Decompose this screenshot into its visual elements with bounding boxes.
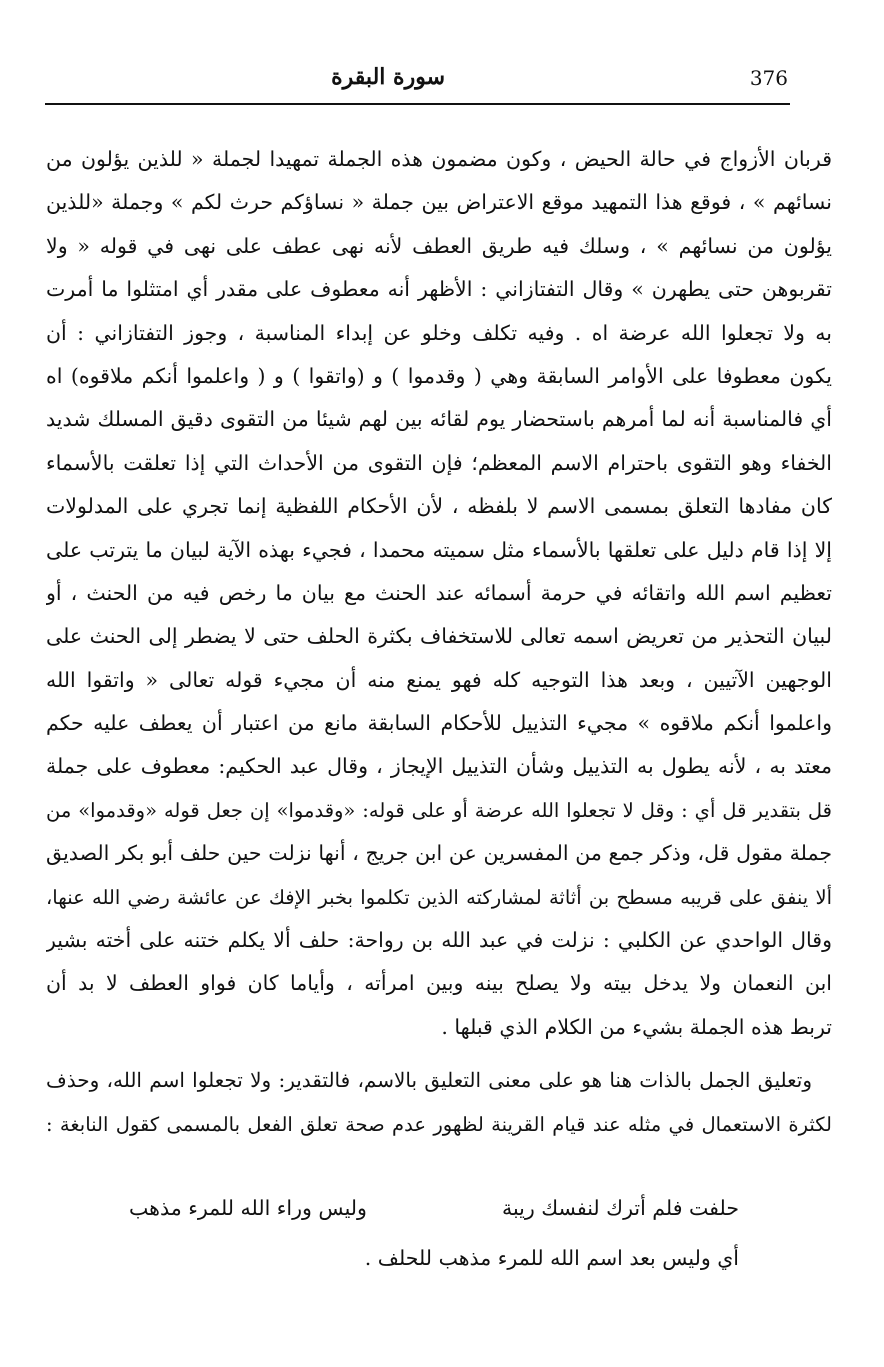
- page-number: 376: [749, 66, 788, 90]
- text-line: الوجهين الآتيين ، وبعد هذا التوجيه كله فهو يمنع منه أن مجيء قوله تعالى « واتقوا الله: [46, 667, 832, 692]
- paragraph-grammar-note: [46, 1059, 832, 1146]
- text-line: تقربوهن حتى يطهرن » وقال التفتازاني : الأظهر أنه معطوف على مقدر أي امتثلوا ما أمرت: [46, 277, 832, 302]
- text-line: تربط هذه الجملة بشيء من الكلام الذي قبلها .: [441, 1014, 832, 1039]
- poetry-verse: [129, 1188, 739, 1228]
- text-line: معتد به ، لأنه يطول به التذييل وشأن التذييل الإيجاز ، وقال عبد الحكيم: معطوف على جملة: [46, 754, 832, 779]
- running-title: سورة البقرة: [331, 64, 445, 90]
- verse-first-hemistich: حلفت فلم أترك لنفسك ريبة: [501, 1196, 739, 1220]
- text-line: تعظيم اسم الله واتقائه في حرمة أسمائه عند الحنث مع بيان ما رخص فيه من الحنث ، أو: [46, 580, 832, 605]
- text-line: لبيان التحذير من تعريض اسمه تعالى للاستخفاف بكثرة الحلف حتى لا يضطر إلى الحنث على: [46, 624, 832, 649]
- text-line: وتعليق الجمل بالذات هنا هو على معنى التعليق بالاسم، فالتقدير: ولا تجعلوا اسم الله، وحذف: [46, 1068, 812, 1093]
- page-header: [45, 60, 790, 100]
- text-line: قل بتقدير قل أي : وقل لا تجعلوا الله عرضة أو على قوله: «وقدموا» إن جعل قوله «وقدموا» من: [46, 798, 832, 822]
- text-line: إلا إذا قام دليل على تعلقها بالأسماء مثل سميته محمدا ، فجيء بهذه الآية لبيان ما يترتب على: [46, 537, 832, 562]
- header-divider: [45, 103, 790, 105]
- text-line: يكون معطوفا على الأوامر السابقة وهي ( وقدموا ) و (واتقوا ) و ( واعلموا أنكم ملاقوه) اه: [46, 363, 832, 388]
- verse-second-hemistich: وليس وراء الله للمرء مذهب: [129, 1196, 367, 1220]
- text-line: واعلموا أنكم ملاقوه » مجيء التذييل للأحكام السابقة مانع من اعتبار أن يعطف عليه حكم: [46, 711, 832, 736]
- closing-line: أي وليس بعد اسم الله للمرء مذهب للحلف .: [364, 1246, 739, 1270]
- text-line: جملة مقول قل، وذكر جمع من المفسرين عن ابن جريج ، أنها نزلت حين حلف أبو بكر الصديق: [46, 841, 832, 866]
- text-line: لكثرة الاستعمال في مثله عند قيام القرينة لظهور عدم صحة تعلق الفعل بالمسمى كقول النابغة :: [46, 1112, 832, 1136]
- text-line: وقال الواحدي عن الكلبي : نزلت في عبد الله بن رواحة: حلف ألا يكلم ختنه على أخته بشير: [46, 928, 832, 953]
- text-line: به ولا تجعلوا الله عرضة اه . وفيه تكلف وخلو عن إبداء المناسبة ، وجوز التفتازاني : أن: [46, 320, 832, 345]
- text-line: نسائهم » ، فوقع هذا التمهيد موقع الاعتراض بين جملة « نساؤكم حرث لكم » وجملة «للذين: [46, 190, 832, 215]
- text-line: الخفاء وهو التقوى باحترام الاسم المعظم؛ فإن التقوى من الأحداث التي إذا تعلقت بالأسماء: [46, 450, 832, 475]
- text-line: قربان الأزواج في حالة الحيض ، وكون مضمون هذه الجملة تمهيدا لجملة « للذين يؤلون من: [46, 147, 832, 171]
- text-line: يؤلون من نسائهم » ، وسلك فيه طريق العطف لأنه نهى عطف على نهى في قوله « ولا: [46, 233, 832, 258]
- text-line: أي فالمناسبة أنه لما أمرهم باستحضار يوم لقائه بين لهم شيئا من التقوى دقيق المسلك شديد: [46, 407, 832, 432]
- text-line: ألا ينفق على قريبه مسطح بن أثاثة لمشاركته الذين تكلموا بخبر الإفك عن عائشة رضي الله عنها،: [46, 885, 832, 909]
- text-line: ابن النعمان ولا يدخل بيته ولا يصلح بينه وبين امرأته ، وأياما كان فواو العطف لا بد أن: [46, 971, 832, 996]
- text-line: كان مفادها التعلق بمسمى الاسم لا بلفظه ، لأن الأحكام اللفظية إنما تجري على المدلولات: [46, 494, 832, 519]
- paragraph-commentary: [46, 138, 832, 1049]
- body-text: [46, 138, 832, 1146]
